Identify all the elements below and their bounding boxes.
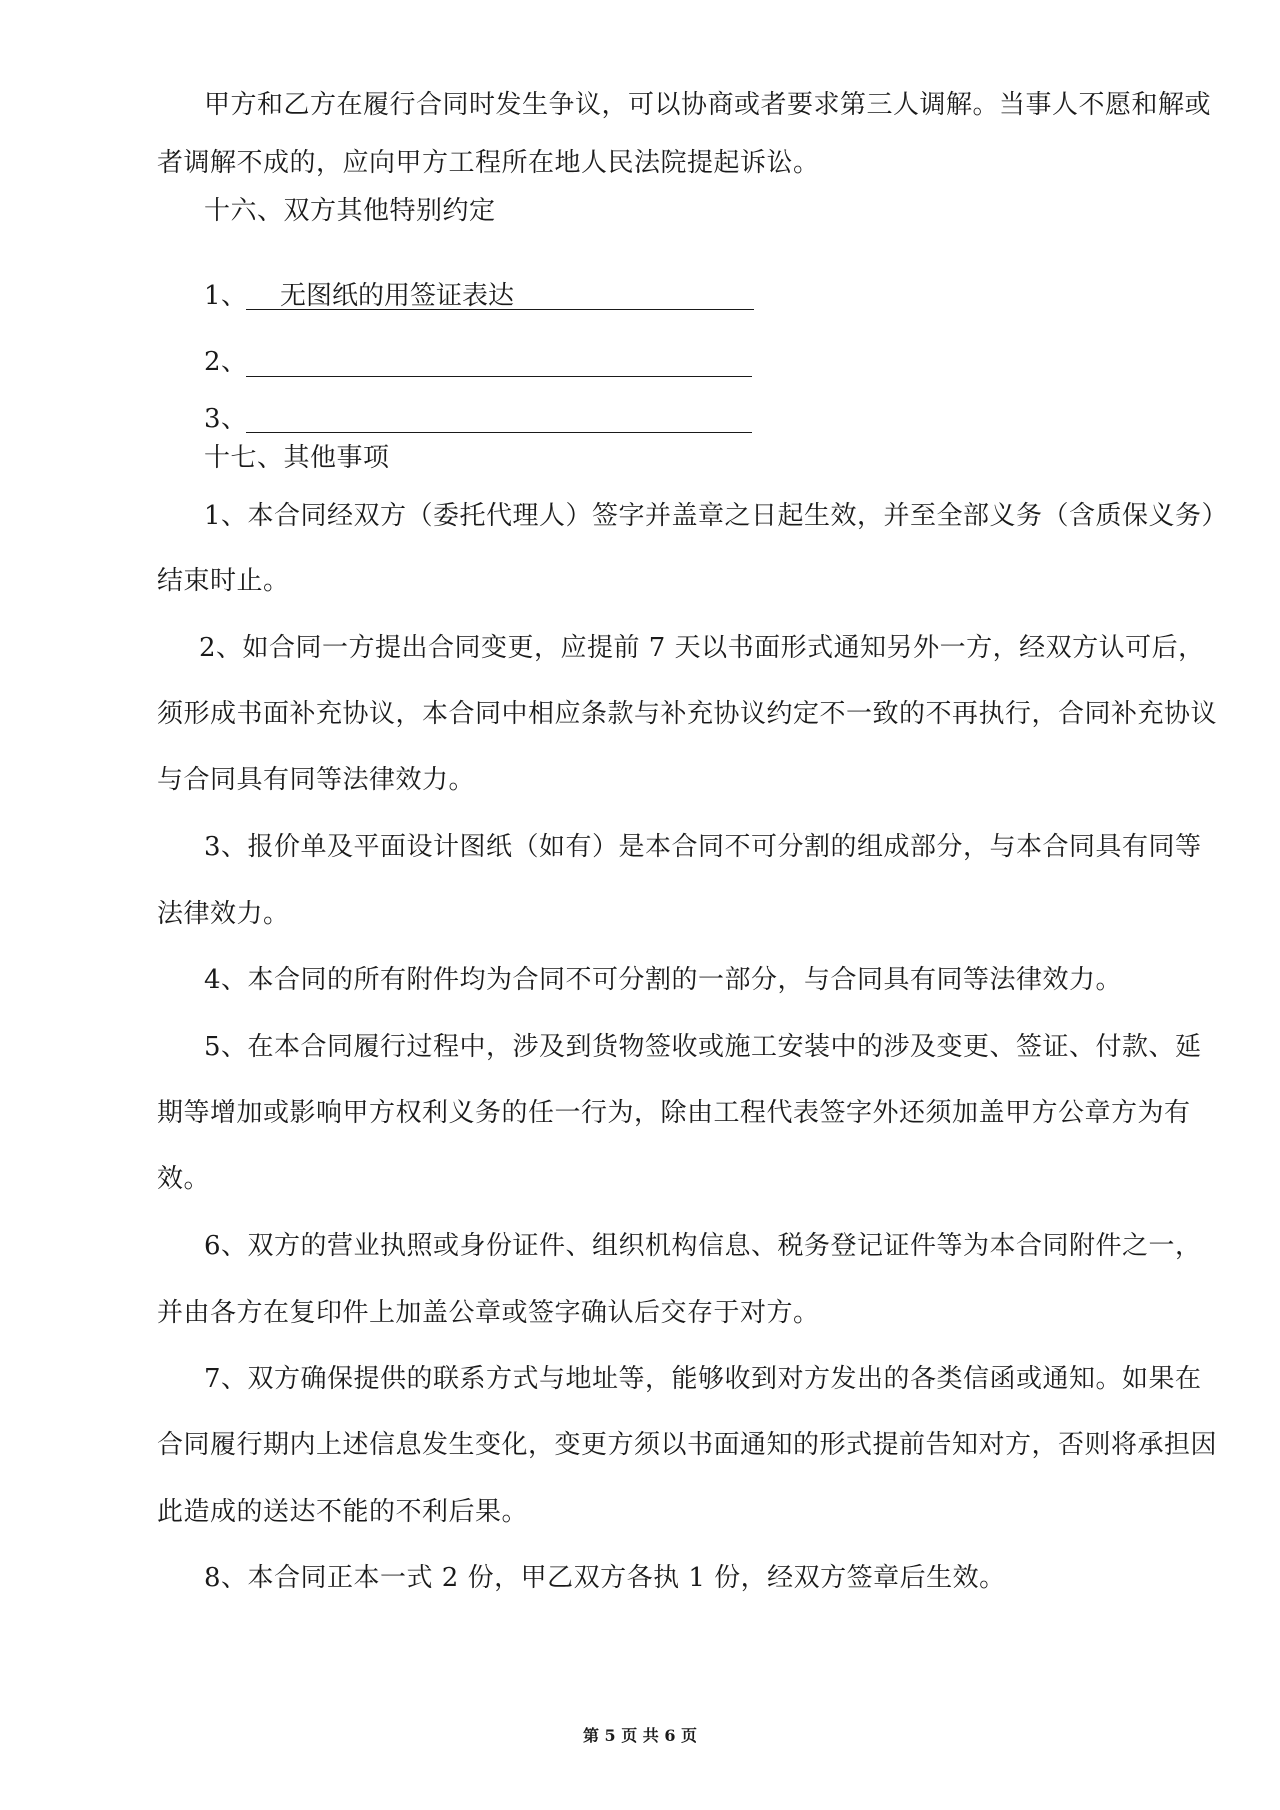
section-16-item-1-number: 1、 — [204, 281, 248, 311]
section-16-item-3-number: 3、 — [204, 404, 248, 434]
clause-7-line-2: 合同履行期内上述信息发生变化，变更方须以书面通知的形式提前告知对方，否则将承担因 — [157, 1430, 1218, 1460]
section-16-item-1-fill-line — [246, 309, 754, 310]
page-number-footer: 第 5 页 共 6 页 — [582, 1726, 698, 1745]
clause-4-line-1: 4、本合同的所有附件均为合同不可分割的一部分，与合同具有同等法律效力。 — [204, 965, 1123, 995]
section-17-heading: 十七、其他事项 — [204, 443, 390, 473]
clause-5-line-1: 5、在本合同履行过程中，涉及到货物签收或施工安装中的涉及变更、签证、付款、延 — [204, 1032, 1202, 1062]
clause-6-line-2: 并由各方在复印件上加盖公章或签字确认后交存于对方。 — [157, 1298, 820, 1328]
clause-5-line-3: 效。 — [157, 1164, 211, 1194]
section-16-item-1-text: 无图纸的用签证表达 — [280, 281, 515, 311]
section-16-item-2-fill-line — [246, 376, 752, 377]
dispute-clause-line-2: 者调解不成的，应向甲方工程所在地人民法院提起诉讼。 — [157, 148, 820, 178]
clause-8-line-1: 8、本合同正本一式 2 份，甲乙双方各执 1 份，经双方签章后生效。 — [204, 1563, 1006, 1593]
clause-1-line-1: 1、本合同经双方（委托代理人）签字并盖章之日起生效，并至全部义务（含质保义务） — [204, 501, 1229, 531]
clause-3-line-2: 法律效力。 — [157, 899, 290, 929]
clause-6-line-1: 6、双方的营业执照或身份证件、组织机构信息、税务登记证件等为本合同附件之一， — [204, 1231, 1202, 1261]
section-16-item-3-fill-line — [246, 432, 752, 433]
section-16-item-2-number: 2、 — [204, 347, 248, 377]
clause-3-line-1: 3、报价单及平面设计图纸（如有）是本合同不可分割的组成部分，与本合同具有同等 — [204, 832, 1202, 862]
clause-2-line-2: 须形成书面补充协议，本合同中相应条款与补充协议约定不一致的不再执行，合同补充协议 — [157, 699, 1218, 729]
clause-7-line-1: 7、双方确保提供的联系方式与地址等，能够收到对方发出的各类信函或通知。如果在 — [204, 1364, 1202, 1394]
clause-2-line-3: 与合同具有同等法律效力。 — [157, 765, 476, 795]
dispute-clause-line-1: 甲方和乙方在履行合同时发生争议，可以协商或者要求第三人调解。当事人不愿和解或 — [204, 90, 1212, 120]
clause-7-line-3: 此造成的送达不能的不利后果。 — [157, 1497, 529, 1527]
section-16-heading: 十六、双方其他特别约定 — [204, 196, 496, 226]
clause-5-line-2: 期等增加或影响甲方权利义务的任一行为，除由工程代表签字外还须加盖甲方公章方为有 — [157, 1098, 1191, 1128]
clause-2-line-1: 2、如合同一方提出合同变更，应提前 7 天以书面形式通知另外一方，经双方认可后， — [199, 633, 1205, 663]
clause-1-line-2: 结束时止。 — [157, 566, 290, 596]
